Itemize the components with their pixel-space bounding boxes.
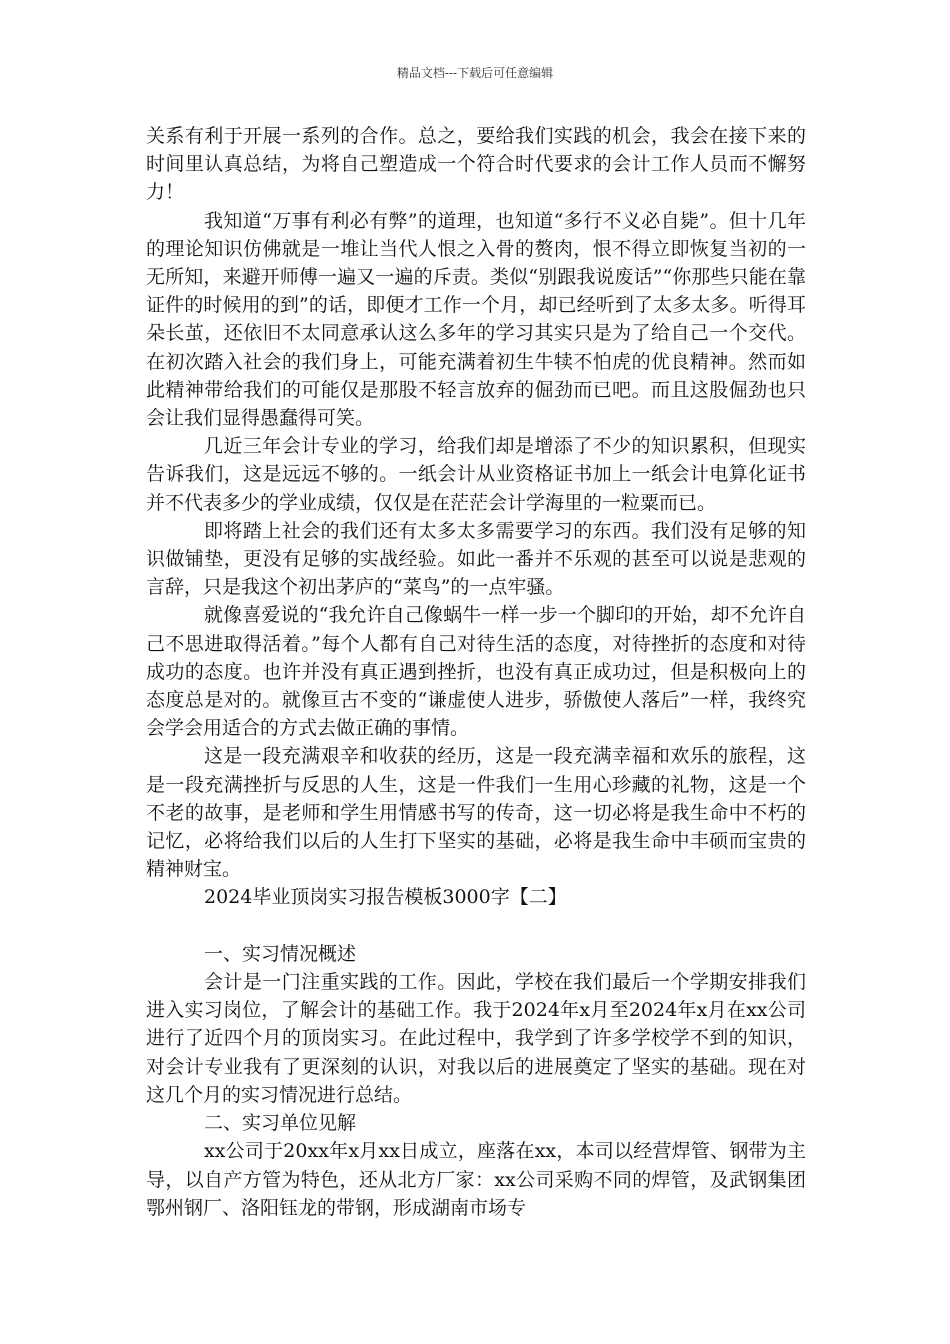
document-body: [146, 122, 806, 1222]
paragraph: 这是一段充满艰辛和收获的经历，这是一段充满幸福和欢乐的旅程，这是一段充满挫折与反思的人生，这是一件我们一生用心珍藏的礼物，这是一个不老的故事，是老师和学生用情感书写的传奇，这一切必将是我生命中不朽的记忆，必将给我们以后的人生打下坚实的基础，必将是我生命中丰硕而宝贵的精神财宝。: [146, 745, 806, 881]
paragraph: 会计是一门注重实践的工作。因此，学校在我们最后一个学期安排我们进入实习岗位，了解会计的基础工作。我于2024年x月至2024年x月在xx公司进行了近四个月的顶岗实习。在此过程中，我学到了许多学校学不到的知识，对会计专业我有了更深刻的认识，对我以后的进展奠定了坚实的基础。现在对这几个月的实习情况进行总结。: [146, 971, 806, 1106]
paragraph: 关系有利于开展一系列的合作。总之，要给我们实践的机会，我会在接下来的时间里认真总结，为将自己塑造成一个符合时代要求的会计工作人员而不懈努力！: [146, 125, 806, 204]
paragraph: 几近三年会计专业的学习，给我们却是增添了不少的知识累积，但现实告诉我们，这是远远不够的。一纸会计从业资格证书加上一纸会计电算化证书并不代表多少的学业成绩，仅仅是在茫茫会计学海里的一粒粟而已。: [146, 435, 806, 514]
page-header: 精品文档---下载后可任意编辑: [396, 66, 554, 80]
report-title: 2024毕业顶岗实习报告模板3000字【二】: [204, 886, 567, 909]
paragraph: 就像喜爱说的“我允许自己像蜗牛一样一步一个脚印的开始，却不允许自己不思进取得活着。”每个人都有自己对待生活的态度，对待挫折的态度和对待成功的态度。也许并没有真正遇到挫折，也没有真正成功过，但是积极向上的态度总是对的。就像亘古不变的“谦虚使人进步，骄傲使人落后”一样，我终究会学会用适合的方式去做正确的事情。: [146, 604, 806, 740]
paragraph: xx公司于20xx年x月xx日成立，座落在xx，本司以经营焊管、钢带为主导，以自产方管为特色，还从北方厂家：xx公司采购不同的焊管，及武钢集团鄂州钢厂、洛阳钰龙的带钢，形成湖南市场专: [146, 1140, 806, 1219]
blank-line: [146, 912, 806, 940]
section-heading-company: 二、实习单位见解: [204, 1112, 357, 1135]
paragraph: 即将踏上社会的我们还有太多太多需要学习的东西。我们没有足够的知识做铺垫，更没有足够的实战经验。如此一番并不乐观的甚至可以说是悲观的言辞，只是我这个初出茅庐的“菜鸟”的一点牢骚。: [146, 519, 806, 599]
section-heading-overview: 一、实习情况概述: [204, 942, 357, 965]
paragraph: 我知道“万事有利必有弊”的道理，也知道“多行不义必自毙”。但十几年的理论知识仿佛就是一堆让当代人恨之入骨的赘肉，恨不得立即恢复当初的一无所知，来避开师傅一遍又一遍的斥责。类似“别跟我说废话”“你那些只能在靠证件的时候用的到”的话，即便才工作一个月，却已经听到了太多太多。听得耳朵长茧，还依旧不太同意承认这么多年的学习其实只是为了给自己一个交代。在初次踏入社会的我们身上，可能充满着初生牛犊不怕虎的优良精神。然而如此精神带给我们的可能仅是那股不轻言放弃的倔劲而已吧。而且这股倔劲也只会让我们显得愚蠢得可笑。: [146, 209, 806, 430]
